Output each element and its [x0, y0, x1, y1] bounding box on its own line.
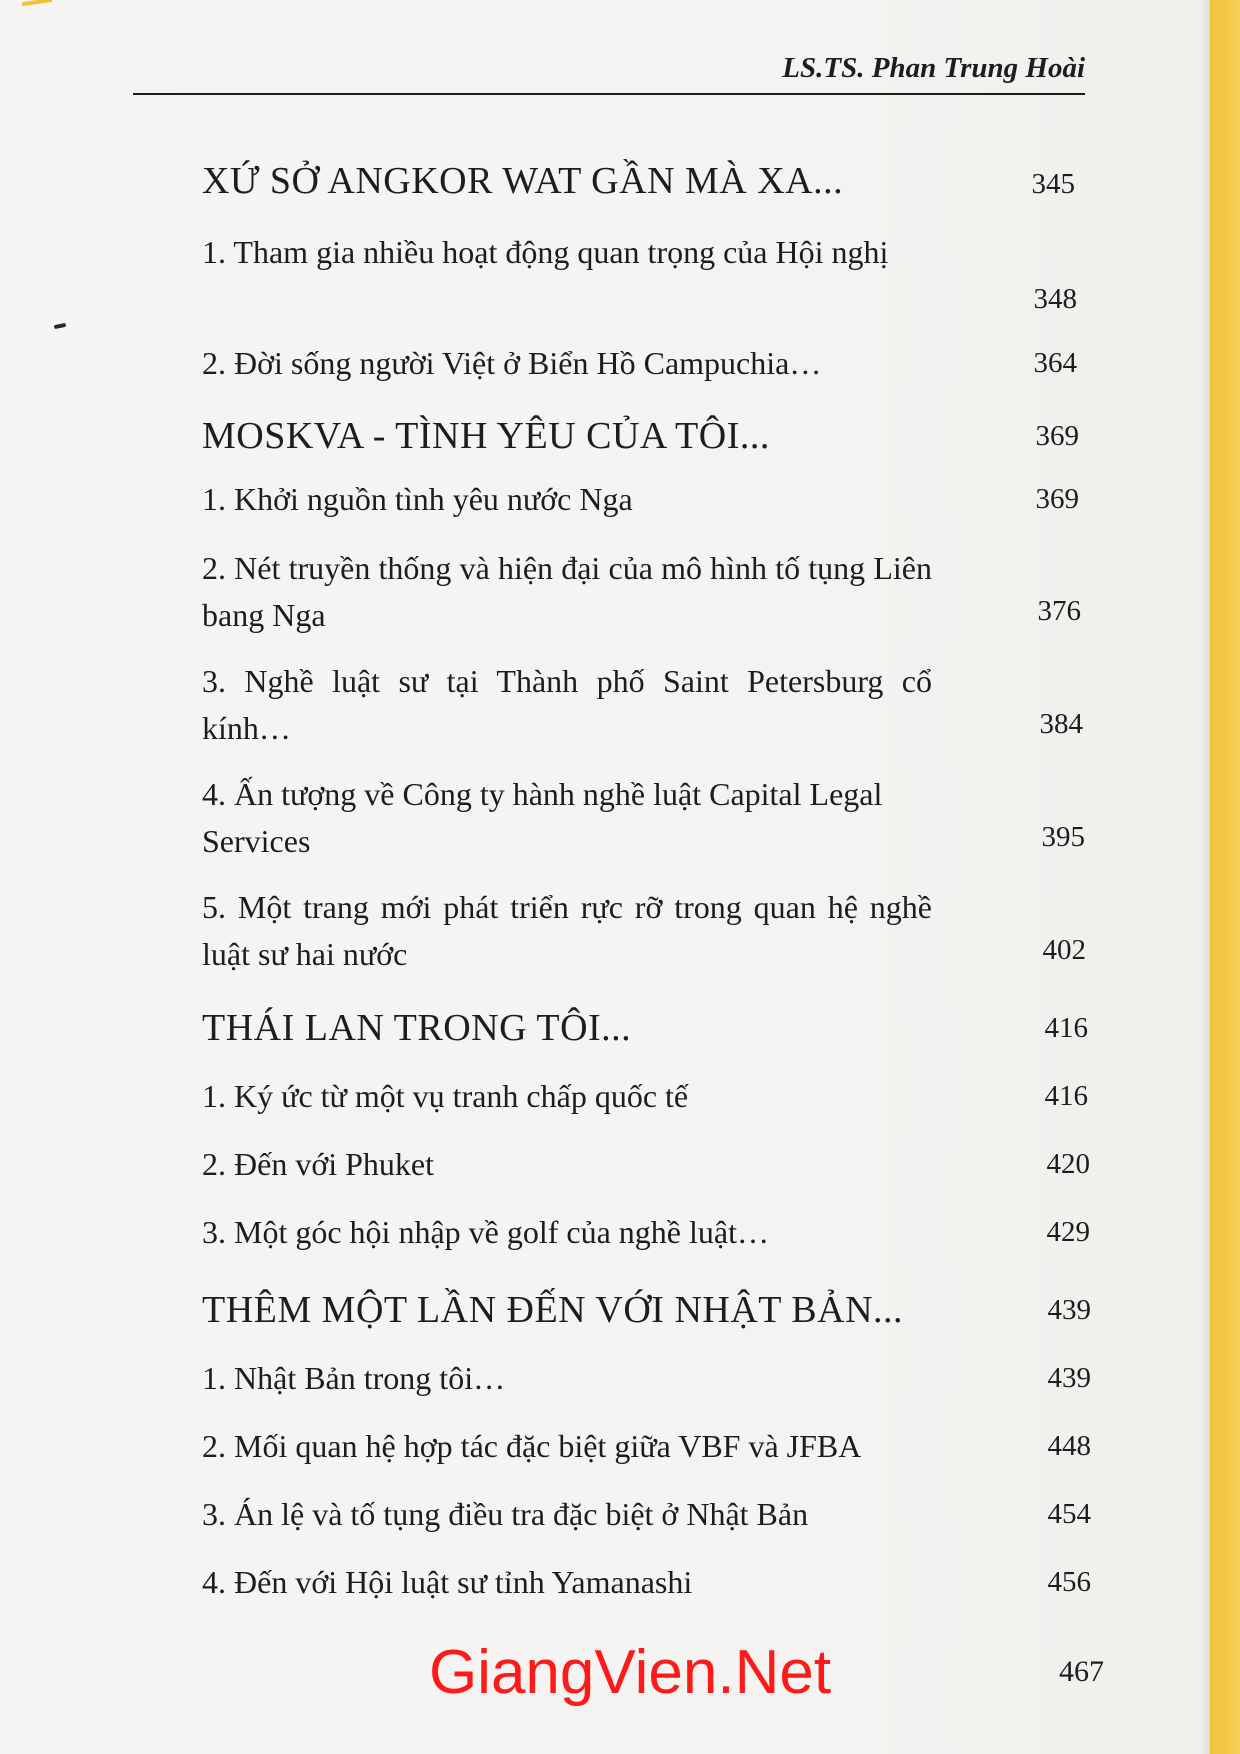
toc-page-number: 345 [1031, 168, 1075, 200]
toc-page-number: 376 [1037, 595, 1081, 627]
toc-item-text: 2. Nét truyền thống và hiện đại của mô hình tố tụng Liên bang Nga [202, 550, 932, 633]
page-edge-shadow [1202, 0, 1210, 1754]
toc-item-text: 1. Tham gia nhiều hoạt động quan trọng của Hội nghị [202, 234, 889, 270]
toc-page-number: 402 [1042, 934, 1086, 966]
toc-item-text: 3. Nghề luật sư tại Thành phố Saint Petersburg cổ kính… [202, 663, 932, 746]
running-header-author: LS.TS. Phan Trung Hoài [782, 52, 1085, 84]
page-number: 467 [1059, 1655, 1104, 1688]
header-rule [133, 93, 1085, 95]
toc-page-number: 448 [1047, 1430, 1091, 1462]
toc-item-text: 4. Ấn tượng về Công ty hành nghề luật Capital Legal Services [202, 776, 883, 859]
toc-page-number: 454 [1047, 1498, 1091, 1530]
watermark-text: GiangVien.Net [428, 1638, 832, 1707]
toc-page-number: 348 [1033, 283, 1077, 315]
toc-page-number: 369 [1035, 483, 1079, 515]
toc-item-text: 3. Một góc hội nhập về golf của nghề luật… [202, 1214, 769, 1250]
toc-item-text: 2. Đời sống người Việt ở Biển Hồ Campuchia… [202, 345, 822, 381]
toc-page-number: 416 [1044, 1080, 1088, 1112]
toc-item-text: 1. Ký ức từ một vụ tranh chấp quốc tế [202, 1078, 689, 1114]
toc-page-number: 439 [1047, 1294, 1091, 1326]
toc-heading-text: THÁI LAN TRONG TÔI... [202, 1007, 632, 1049]
toc-item-text: 2. Đến với Phuket [202, 1146, 435, 1182]
toc-heading-text: THÊM MỘT LẦN ĐẾN VỚI NHẬT BẢN... [202, 1289, 904, 1331]
toc-page-number: 395 [1041, 821, 1085, 853]
toc-page-number: 420 [1046, 1148, 1090, 1180]
toc-heading-text: XỨ SỞ ANGKOR WAT GẦN MÀ XA... [202, 160, 844, 202]
toc-page-number: 364 [1033, 347, 1077, 379]
toc-heading-text: MOSKVA - TÌNH YÊU CỦA TÔI... [202, 415, 770, 457]
toc-page-number: 369 [1035, 420, 1079, 452]
toc-item-text: 4. Đến với Hội luật sư tỉnh Yamanashi [202, 1564, 693, 1600]
toc-item-text: 5. Một trang mới phát triển rực rỡ trong quan hệ nghề luật sư hai nước [202, 889, 932, 972]
toc-item-text: 1. Khởi nguồn tình yêu nước Nga [202, 481, 633, 517]
toc-item-text: 2. Mối quan hệ hợp tác đặc biệt giữa VBF và JFBA [202, 1428, 862, 1464]
toc-page-number: 416 [1044, 1012, 1088, 1044]
toc-item-text: 1. Nhật Bản trong tôi… [202, 1360, 506, 1396]
toc-page-number: 439 [1047, 1362, 1091, 1394]
toc-page-number: 384 [1039, 708, 1083, 740]
book-edge-strip [1210, 0, 1240, 1754]
toc-page-number: 429 [1046, 1216, 1090, 1248]
toc-page-number: 456 [1047, 1566, 1091, 1598]
toc-item-text: 3. Án lệ và tố tụng điều tra đặc biệt ở Nhật Bản [202, 1496, 809, 1532]
